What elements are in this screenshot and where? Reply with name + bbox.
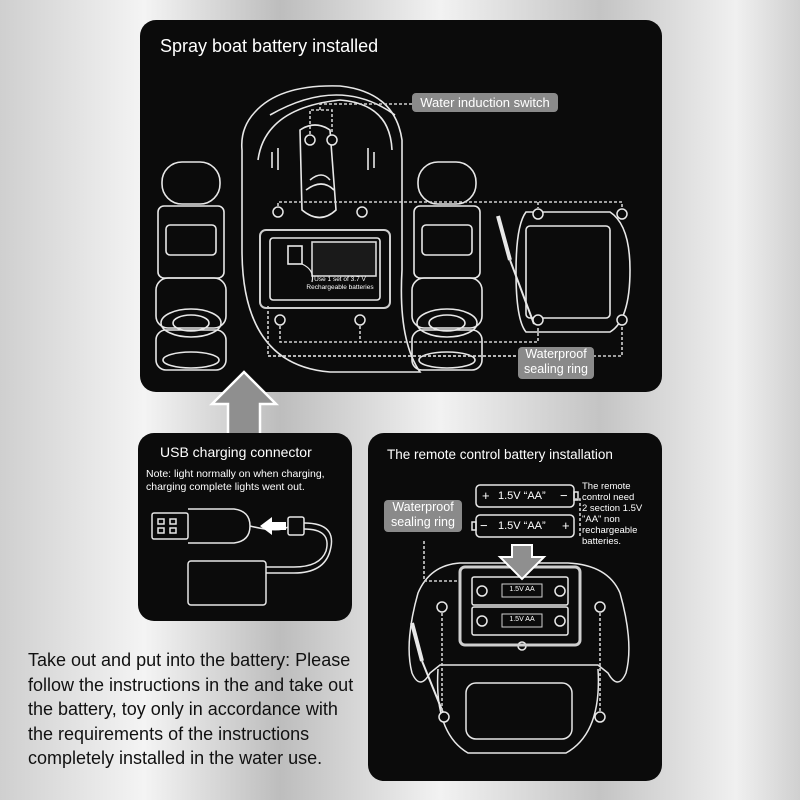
remote-battery-note [582, 481, 642, 547]
hatch-cover [516, 212, 630, 332]
remote-note-line3: 2 section 1.5V [582, 503, 643, 514]
remote-ring-line1: Waterproof [392, 500, 454, 514]
remote-screwdriver [412, 623, 422, 661]
cell-label-1: 1.5V AA [509, 586, 535, 593]
usb-panel-title: USB charging connector [160, 444, 312, 460]
boat-panel-title: Spray boat battery installed [160, 36, 379, 56]
down-arrow-icon [500, 545, 544, 579]
battery-compartment [460, 567, 580, 645]
usb-panel [138, 433, 352, 621]
remote-note-line5: rechargeable [582, 525, 638, 536]
remote-note-line2: control need [582, 492, 635, 503]
sealing-ring-line2: sealing ring [524, 362, 588, 376]
usb-note-line1: Note: light normally on when charging, [146, 468, 325, 480]
right-thruster [412, 162, 482, 370]
boat-hull [242, 86, 420, 372]
boat-battery-panel [140, 20, 662, 392]
boat-diagram [140, 20, 662, 392]
usb-plug [152, 513, 188, 539]
remote-note-line6: batteries. [582, 536, 622, 547]
usb-note-line2: charging complete lights went out. [146, 481, 305, 493]
battery-pack [188, 561, 266, 605]
vent-slots [272, 148, 374, 170]
cell-label-2: 1.5V AA [509, 616, 535, 623]
battery-spec-line2: Rechargeable batteries [306, 284, 374, 291]
left-thruster [156, 162, 226, 370]
sealing-ring-line1: Waterproof [525, 347, 587, 361]
sealing-ring-label-top [518, 347, 594, 379]
sealing-ring-label-remote [384, 500, 462, 532]
water-switch-label: Water induction switch [412, 93, 558, 112]
remote-ring-line2: sealing ring [391, 515, 455, 529]
remote-panel [368, 433, 662, 781]
plus-sign-bottom: + [562, 518, 570, 533]
usb-cable-diagram [138, 433, 352, 621]
jst-connector [288, 517, 304, 535]
minus-sign-bottom: − [480, 518, 488, 533]
usb-body [188, 509, 250, 543]
remote-note-line4: "AA" non [582, 514, 620, 525]
remote-panel-title: The remote control battery installation [387, 447, 613, 462]
minus-sign-top: − [560, 488, 568, 503]
battery-spec-text [300, 276, 380, 292]
remote-note-line1: The remote [582, 481, 631, 492]
instructions-text: Take out and put into the battery: Please follow the instructions in the and take out the battery, toy only in accordance with the requirements of the instructions completely installed in the water use. [28, 650, 354, 768]
loose-battery-top-label: 1.5V “AA” [498, 490, 546, 502]
plus-sign-top: + [482, 488, 490, 503]
arrow-left-icon [260, 517, 286, 535]
loose-battery-bottom-label: 1.5V “AA” [498, 520, 546, 532]
battery-spec-line1: Use 1 set of 3.7 V [314, 276, 366, 283]
